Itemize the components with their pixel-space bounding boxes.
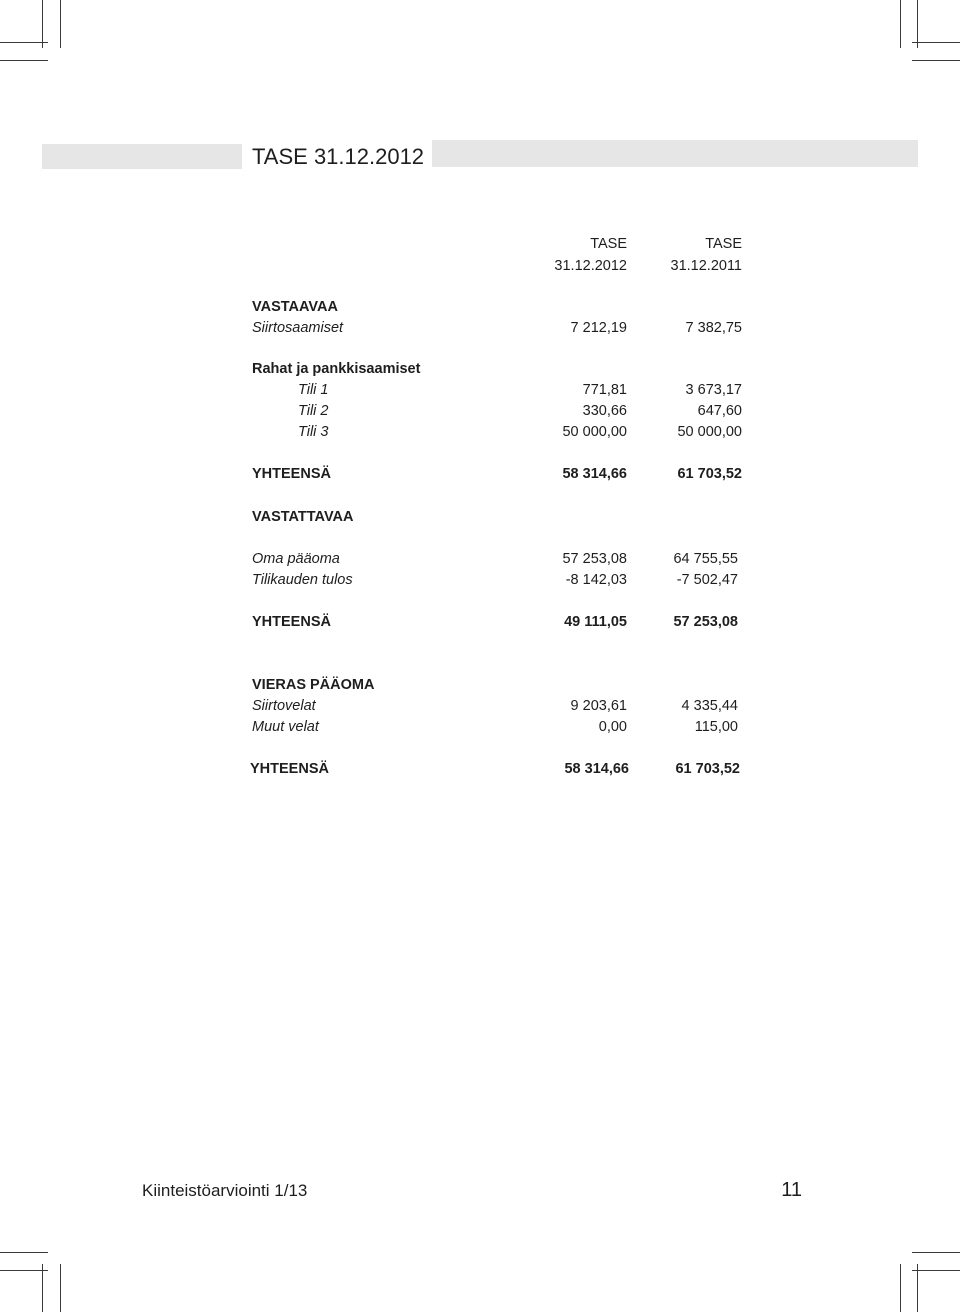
crop-mark (900, 0, 901, 48)
total-label: YHTEENSÄ (252, 466, 331, 482)
page-number: 11 (781, 1179, 802, 1201)
table-row (252, 380, 752, 400)
section-heading-label: VASTATTAVAA (252, 509, 354, 525)
section-heading-label: VIERAS PÄÄOMA (252, 677, 375, 693)
section-heading-vastattavaa (252, 507, 752, 527)
value-2012: 771,81 (582, 382, 627, 398)
value-2011: 647,60 (697, 403, 742, 419)
total-label: YHTEENSÄ (250, 761, 329, 777)
column-header-2011 (671, 234, 743, 276)
value-2012: -8 142,03 (565, 572, 627, 588)
column-header-2012 (554, 234, 627, 276)
total-2011: 61 703,52 (677, 466, 742, 482)
crop-mark (917, 1264, 918, 1312)
crop-mark (912, 1270, 960, 1271)
title-bar-decoration (432, 140, 918, 167)
table-row (252, 422, 752, 442)
subheading-label: Rahat ja pankkisaamiset (252, 361, 421, 377)
column-header-2011-line1: TASE (705, 236, 742, 252)
row-label: Siirtosaamiset (252, 320, 344, 336)
value-2011: -7 502,47 (676, 572, 738, 588)
table-row (252, 717, 752, 737)
value-2012: 330,66 (582, 403, 627, 419)
value-2011: 3 673,17 (685, 382, 742, 398)
table-row (252, 570, 752, 590)
row-label: Oma pääoma (252, 551, 340, 567)
table-row (252, 401, 752, 421)
value-2012: 7 212,19 (570, 320, 627, 336)
value-2012: 57 253,08 (562, 551, 627, 567)
crop-mark (42, 0, 43, 48)
row-label: Siirtovelat (252, 698, 316, 714)
value-2011: 50 000,00 (677, 424, 742, 440)
total-2012: 58 314,66 (562, 466, 627, 482)
crop-mark (912, 60, 960, 61)
value-2011: 115,00 (694, 719, 738, 735)
value-2012: 9 203,61 (570, 698, 627, 714)
section-heading-vastaavaa (252, 297, 752, 317)
value-2011: 64 755,55 (673, 551, 738, 567)
total-label: YHTEENSÄ (252, 614, 331, 630)
column-header-2012-line1: TASE (590, 236, 627, 252)
total-2012: 49 111,05 (564, 614, 627, 630)
footer-publication: Kiinteistöarviointi 1/13 (142, 1181, 308, 1200)
subheading-rahat (252, 359, 752, 379)
value-2012: 0,00 (598, 719, 627, 735)
crop-mark (0, 1252, 48, 1253)
crop-mark (0, 60, 48, 61)
title-bar-decoration (42, 144, 242, 169)
total-2011: 61 703,52 (675, 761, 740, 777)
column-header-2011-line2: 31.12.2011 (670, 258, 742, 274)
row-label: Tili 2 (298, 403, 329, 419)
total-row (250, 759, 750, 779)
section-heading-label: VASTAAVAA (252, 299, 338, 315)
value-2011: 4 335,44 (681, 698, 738, 714)
value-2012: 50 000,00 (562, 424, 627, 440)
crop-mark (912, 42, 960, 43)
total-row (252, 612, 752, 632)
crop-mark (912, 1252, 960, 1253)
table-row (252, 696, 752, 716)
crop-mark (42, 1264, 43, 1312)
total-2012: 58 314,66 (564, 761, 629, 777)
total-2011: 57 253,08 (673, 614, 738, 630)
row-label: Tili 3 (298, 424, 329, 440)
crop-mark (60, 1264, 61, 1312)
crop-mark (0, 1270, 48, 1271)
row-label: Tilikauden tulos (252, 572, 353, 588)
value-2011: 7 382,75 (685, 320, 742, 336)
crop-mark (60, 0, 61, 48)
row-label: Tili 1 (298, 382, 329, 398)
table-row (252, 549, 752, 569)
section-heading-vieras-paaoma (252, 675, 752, 695)
crop-mark (0, 42, 48, 43)
total-row (252, 464, 752, 484)
page-title: TASE 31.12.2012 (252, 144, 425, 169)
crop-mark (917, 0, 918, 48)
row-label: Muut velat (252, 719, 319, 735)
table-row (252, 318, 752, 338)
column-header-2012-line2: 31.12.2012 (554, 258, 627, 274)
crop-mark (900, 1264, 901, 1312)
